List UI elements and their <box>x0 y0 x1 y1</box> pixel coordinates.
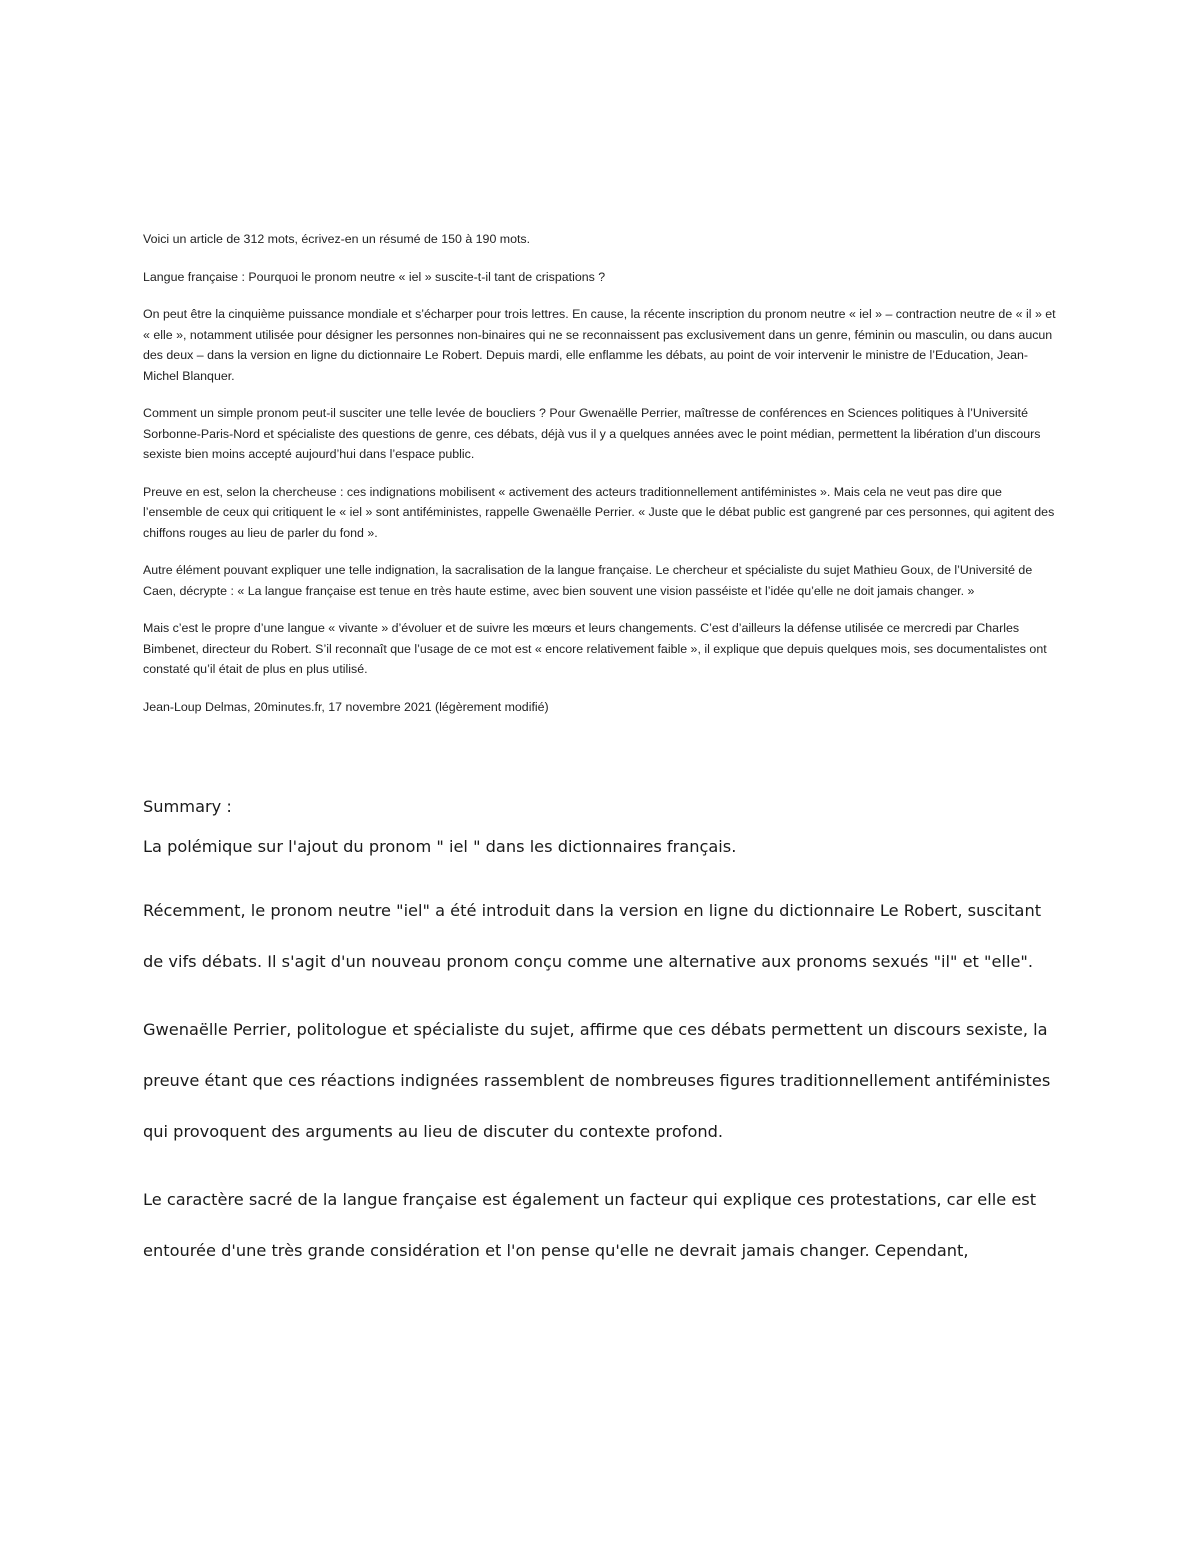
summary-label: Summary : <box>143 797 232 816</box>
article-source: Jean-Loup Delmas, 20minutes.fr, 17 novembre 2021 (légèrement modifié) <box>143 699 549 714</box>
summary-title: La polémique sur l'ajout du pronom " iel " dans les dictionnaires français. <box>143 837 737 856</box>
article-paragraph-4: Autre élément pouvant expliquer une telle indignation, la sacralisation de la langue française. Le chercheur et spécialiste du sujet Mathieu Goux, de l’Université de Caen, décrypte : « La langue française est tenue en très haute estime, avec bien souvent une vision passéiste et l’idée qu’elle ne doit jamais changer. » <box>143 563 1033 598</box>
article-paragraph-3: Preuve en est, selon la chercheuse : ces indignations mobilisent « activement des acteurs traditionnellement antiféministes ». Mais cela ne veut pas dire que l’ensemble de ceux qui critiquent le « iel » sont antiféministes, rappelle Gwenaëlle Perrier. « Juste que le débat public est gangrené par ces personnes, qui agitent des chiffons rouges au lieu de parler du fond ». <box>143 484 1055 540</box>
assignment-instruction: Voici un article de 312 mots, écrivez-en un résumé de 150 à 190 mots. <box>143 232 531 246</box>
summary-section <box>143 793 1061 1293</box>
summary-paragraph-2: Gwenaëlle Perrier, politologue et spécialiste du sujet, affirme que ces débats permettent un discours sexiste, la preuve étant que ces réactions indignées rassemblent de nombreuses figures traditionnellement antiféministes qui provoquent des arguments au lieu de discuter du contexte profond. <box>143 1020 1051 1141</box>
article-headline: Langue française : Pourquoi le pronom neutre « iel » suscite-t-il tant de crispations ? <box>143 269 606 284</box>
article-section <box>143 229 1061 734</box>
article-paragraph-2: Comment un simple pronom peut-il susciter une telle levée de boucliers ? Pour Gwenaëlle Perrier, maîtresse de conférences en Sciences politiques à l’Université Sorbonne-Paris-Nord et spécialiste des questions de genre, ces débats, déjà vus il y a quelques années avec le point médian, permettent la libération d’un discours sexiste bien moins accepté aujourd’hui dans l’espace public. <box>143 406 1041 461</box>
summary-paragraph-1: Récemment, le pronom neutre "iel" a été introduit dans la version en ligne du dictionnaire Le Robert, suscitant de vifs débats. Il s'agit d'un nouveau pronom conçu comme une alternative aux pronoms sexués "il" et "elle". <box>143 901 1042 971</box>
summary-paragraph-3: Le caractère sacré de la langue française est également un facteur qui explique ces protestations, car elle est entourée d'une très grande considération et l'on pense qu'elle ne devrait jamais changer. Cependant, <box>143 1190 1037 1260</box>
article-paragraph-5: Mais c’est le propre d’une langue « vivante » d’évoluer et de suivre les mœurs et leurs changements. C’est d’ailleurs la défense utilisée ce mercredi par Charles Bimbenet, directeur du Robert. S’il reconnaît que l’usage de ce mot est « encore relativement faible », il explique que depuis quelques mois, ses documentalistes ont constaté qu’il était de plus en plus utilisé. <box>143 621 1047 676</box>
article-paragraph-1: On peut être la cinquième puissance mondiale et s’écharper pour trois lettres. En cause, la récente inscription du pronom neutre « iel » – contraction neutre de « il » et « elle », notamment utilisée pour désigner les personnes non-binaires qui ne se reconnaissent pas exclusivement dans un genre, féminin ou masculin, ou dans aucun des deux – dans la version en ligne du dictionnaire Le Robert. Depuis mardi, elle enflamme les débats, au point de voir intervenir le ministre de l’Education, Jean-Michel Blanquer. <box>143 307 1056 383</box>
